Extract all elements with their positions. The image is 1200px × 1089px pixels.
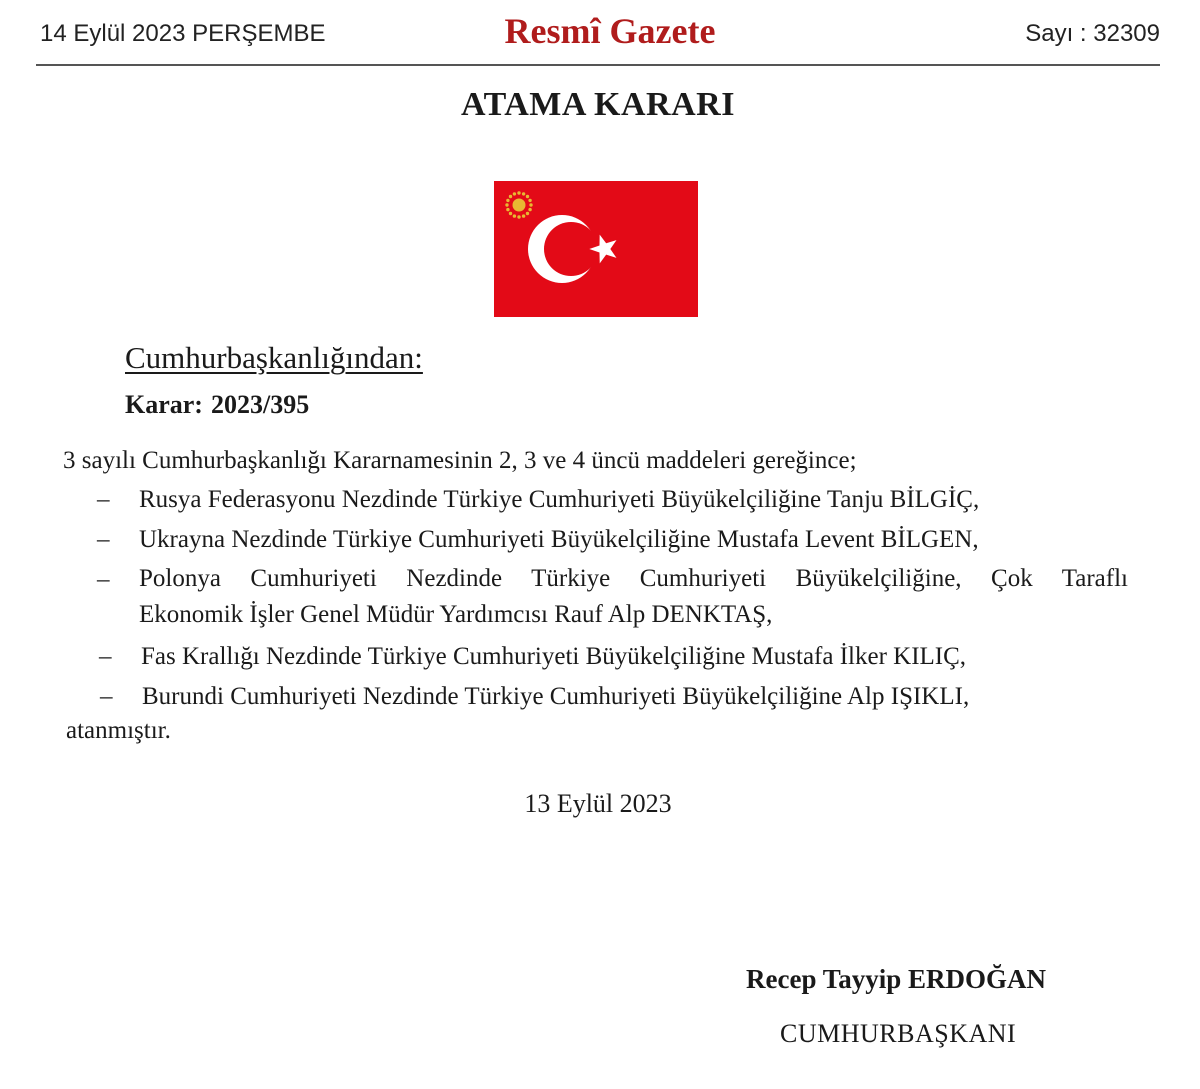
list-item-line: Ekonomik İşler Genel Müdür Yardımcısı Rauf Alp DENKTAŞ, <box>139 601 773 628</box>
closing-text: atanmıştır. <box>66 717 171 744</box>
issuer-heading: Cumhurbaşkanlığından: <box>125 340 423 375</box>
list-dash: – <box>100 683 113 710</box>
header-divider <box>36 64 1160 66</box>
list-item <box>139 561 1128 633</box>
decision-number <box>125 390 309 420</box>
list-item: Burundi Cumhuriyeti Nezdinde Türkiye Cumhuriyeti Büyükelçiliğine Alp IŞIKLI, <box>142 683 970 710</box>
list-dash: – <box>97 486 110 513</box>
signing-date: 13 Eylül 2023 <box>524 789 672 818</box>
list-item-line: Polonya Cumhuriyeti Nezdinde Türkiye Cumhuriyeti Büyükelçiliğine, Çok Taraflı <box>139 565 1128 592</box>
gazette-name: Resmî Gazete <box>504 11 716 51</box>
list-item: Fas Krallığı Nezdinde Türkiye Cumhuriyeti Büyükelçiliğine Mustafa İlker KILIÇ, <box>141 643 967 670</box>
gazette-issue-number: Sayı : 32309 <box>1025 20 1160 47</box>
signatory-name: Recep Tayyip ERDOĞAN <box>746 964 1047 994</box>
decision-value: 2023/395 <box>210 390 310 419</box>
gazette-date: 14 Eylül 2023 PERŞEMBE <box>40 20 326 47</box>
list-dash: – <box>97 566 110 593</box>
list-dash: – <box>97 526 110 553</box>
list-item: Rusya Federasyonu Nezdinde Türkiye Cumhuriyeti Büyükelçiliğine Tanju BİLGİÇ, <box>139 486 980 513</box>
turkish-flag-presidential-seal-icon <box>494 181 698 317</box>
decision-label: Karar: <box>125 390 203 419</box>
list-dash: – <box>99 643 112 670</box>
intro-paragraph: 3 sayılı Cumhurbaşkanlığı Kararnamesinin 2, 3 ve 4 üncü maddeleri gereğince; <box>63 447 857 474</box>
signatory-title: CUMHURBAŞKANI <box>780 1019 1017 1048</box>
document-title: ATAMA KARARI <box>461 86 735 123</box>
list-item: Ukrayna Nezdinde Türkiye Cumhuriyeti Büyükelçiliğine Mustafa Levent BİLGEN, <box>139 526 979 553</box>
